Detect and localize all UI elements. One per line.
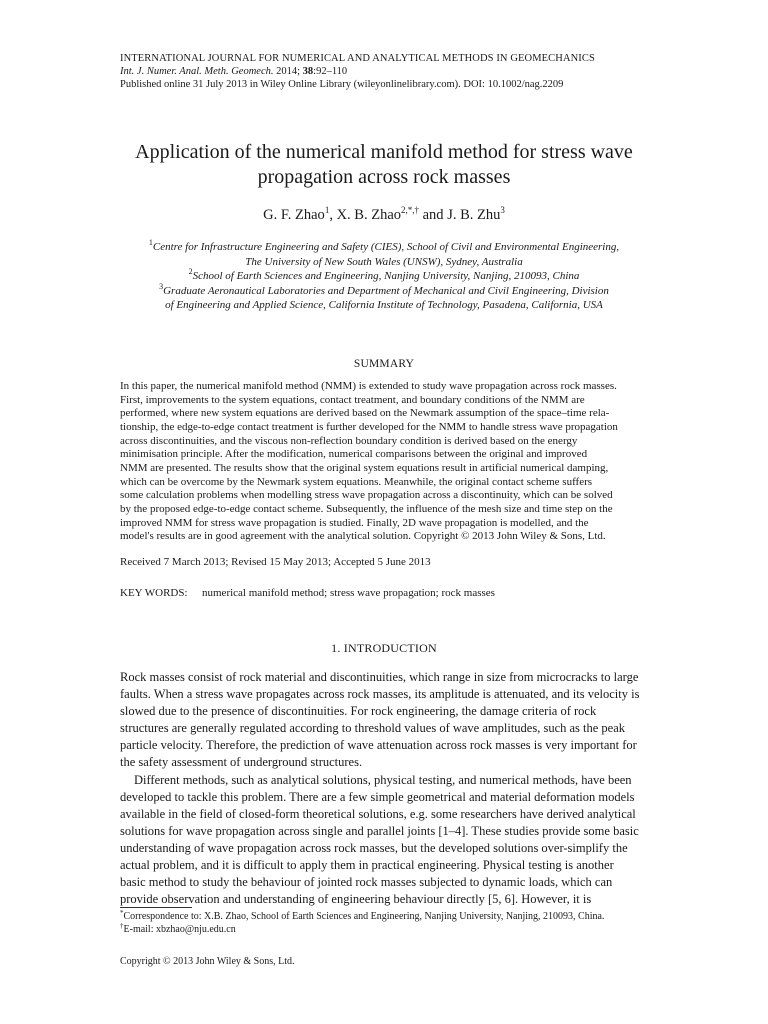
affiliation-mark: 3 — [159, 281, 164, 291]
keywords-label: KEY WORDS: — [120, 587, 188, 599]
copyright-footer: Copyright © 2013 John Wiley & Sons, Ltd. — [120, 956, 295, 967]
introduction-body — [120, 669, 648, 908]
abstract-line: First, improvements to the system equations, contact treatment, and boundary conditions of the NMM are — [120, 393, 585, 406]
author-mark: 3 — [500, 205, 505, 215]
author-list — [60, 206, 708, 224]
body-line: solutions for wave propagation across single and parallel joints [1–4]. These studies provide some basic — [120, 823, 639, 838]
author-name: G. F. Zhao — [263, 207, 325, 223]
abstract-line: by the proposed edge-to-edge contact scheme. Subsequently, the influence of the mesh size and time step on the — [120, 502, 613, 515]
abstract-line: which can be overcome by the Newmark system equations. Meanwhile, the original contact scheme suffers — [120, 475, 593, 488]
abstract-line: improved NMM for stress wave propagation is studied. Finally, 2D wave propagation is modelled, and the — [120, 516, 589, 529]
journal-citation — [120, 65, 680, 78]
footnotes — [120, 910, 660, 936]
affiliation-text: School of Earth Sciences and Engineering, Nanjing University, Nanjing, 210093, China — [192, 270, 580, 282]
body-line: understanding of wave propagation across rock masses, but the developed solutions over-simplify the — [120, 840, 628, 855]
affiliation-text: Graduate Aeronautical Laboratories and Department of Mechanical and Civil Engineering, Division — [163, 284, 609, 297]
affiliation-line: The University of New South Wales (UNSW), Sydney, Australia — [245, 255, 523, 268]
footnote-rule — [120, 907, 192, 908]
body-line: provide observation and understanding of engineering behaviour directly [5, 6]. However, it is — [120, 892, 592, 907]
keywords-text: numerical manifold method; stress wave propagation; rock masses — [202, 587, 495, 599]
affiliation-line — [100, 269, 668, 284]
paper-title-line: Application of the numerical manifold method for stress wave — [135, 141, 633, 163]
journal-name: INTERNATIONAL JOURNAL FOR NUMERICAL AND ANALYTICAL METHODS IN GEOMECHANICS — [120, 53, 595, 64]
abstract-line: minimisation principle. After the modification, numerical comparisons between the original and improved — [120, 448, 588, 461]
paper-title — [60, 140, 708, 190]
body-line: slowed due to the presence of discontinuities. For rock engineering, the damage criteria of rock — [120, 704, 597, 719]
footnote-text: Correspondence to: X.B. Zhao, School of Earth Sciences and Engineering, Nanjing University, Nanjing, 210093, China. — [123, 911, 605, 922]
received-dates: Received 7 March 2013; Revised 15 May 2013; Accepted 5 June 2013 — [120, 556, 431, 568]
journal-published: Published online 31 July 2013 in Wiley Online Library (wileyonlinelibrary.com). DOI: 10.1002/nag.2209 — [120, 79, 564, 90]
body-line: faults. When a stress wave propagates across rock masses, its amplitude is attenuated, and its velocity is — [120, 687, 640, 702]
summary-heading: SUMMARY — [353, 358, 415, 370]
abstract — [120, 380, 648, 544]
affiliation-mark: 1 — [148, 238, 153, 247]
body-line: Different methods, such as analytical solutions, physical testing, and numerical methods, have been — [134, 772, 632, 787]
author-name: X. B. Zhao — [336, 207, 401, 223]
footnote-correspondence — [120, 910, 660, 923]
body-line: developed to tackle this problem. There are a few simple geometrical and material deformation models — [120, 789, 635, 804]
paragraph — [120, 772, 648, 909]
body-line: basic method to study the behaviour of jointed rock masses subjected to dynamic loads, which can — [120, 875, 613, 890]
body-line: actual problem, and it is difficult to apply them in practical engineering. Physical testing is another — [120, 858, 614, 873]
author-separator: and — [419, 207, 448, 223]
body-line: the safety assessment of underground structures. — [120, 755, 363, 770]
journal-pages: :92–110 — [313, 66, 348, 77]
footnote-email — [120, 923, 660, 936]
journal-header — [120, 52, 680, 91]
abstract-line: performed, where new system equations are derived based on the Newmark assumption of the space–time rela- — [120, 407, 610, 420]
author-name: J. B. Zhu — [447, 207, 501, 223]
abstract-line: In this paper, the numerical manifold method (NMM) is extended to study wave propagation across rock masses. — [120, 380, 617, 392]
keywords — [120, 587, 648, 599]
body-line: particle velocity. Therefore, the prediction of wave attenuation across rock masses is very important for — [120, 738, 637, 753]
footnote-text: E-mail: xbzhao@nju.edu.cn — [123, 924, 236, 935]
affiliation-line: of Engineering and Applied Science, California Institute of Technology, Pasadena, California, USA — [165, 299, 603, 311]
journal-year: 2014; — [273, 66, 303, 77]
section-heading: 1. INTRODUCTION — [331, 641, 437, 655]
author-mark: 1 — [324, 205, 330, 215]
body-line: structures are generally regulated according to threshold values of wave amplitudes, such as the peak — [120, 721, 626, 736]
affiliation-line — [100, 281, 668, 299]
affiliation-text: Centre for Infrastructure Engineering and Safety (CIES), School of Civil and Environmental Engineering, — [152, 241, 620, 253]
author-mark: 2,*,† — [401, 205, 419, 215]
body-line: available in the field of closed-form theoretical solutions, e.g. some researchers have derived analytical — [120, 806, 636, 821]
paper-title-line: propagation across rock masses — [257, 166, 511, 188]
abstract-line: NMM are presented. The results show that the original system equations result in artificial numerical damping, — [120, 461, 609, 474]
journal-volume: 38 — [302, 66, 314, 77]
abstract-line: across discontinuities, and the viscous non-reflection boundary condition is derived based on the energy — [120, 434, 578, 447]
abstract-line: tionship, the edge-to-edge contact treatment is further developed for the NMM to handle stress wave propagation — [120, 420, 618, 433]
footnote-mark: † — [120, 922, 124, 930]
affiliation-mark: 2 — [188, 267, 193, 276]
abstract-line: some calculation problems when modelling stress wave propagation across a discontinuity, which can be solved — [120, 489, 613, 502]
affiliation-line — [100, 240, 668, 255]
journal-abbrev: Int. J. Numer. Anal. Meth. Geomech. — [120, 66, 274, 77]
paragraph — [120, 669, 648, 772]
footnote-mark: * — [120, 909, 124, 917]
body-line: Rock masses consist of rock material and discontinuities, which range in size from microcracks to large — [120, 670, 639, 684]
affiliations — [100, 240, 668, 313]
author-separator: , — [329, 207, 337, 223]
abstract-line: model's results are in good agreement with the analytical solution. Copyright © 2013 John Wiley & Sons, Ltd. — [120, 530, 606, 543]
